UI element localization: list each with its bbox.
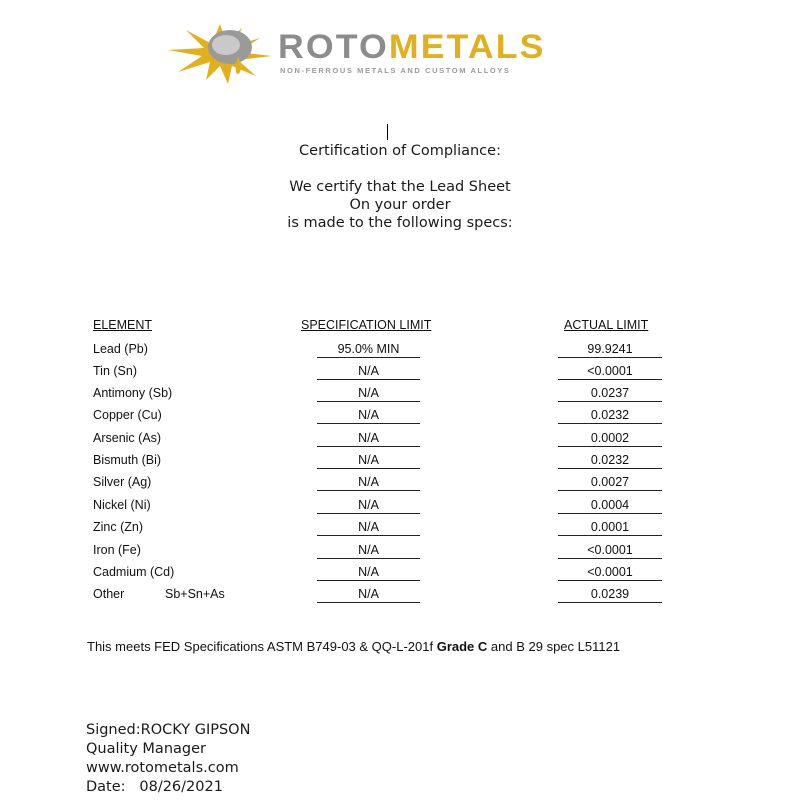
- element-name: Copper (Cu): [93, 408, 162, 422]
- table-row: [0, 364, 800, 386]
- fed-spec-text: This meets FED Specifications ASTM B749-03 & QQ-L-201f: [87, 639, 434, 654]
- element-subnote: Sb+Sn+As: [165, 587, 225, 601]
- certificate-date: Date: 08/26/2021: [86, 779, 223, 795]
- spec-limit: N/A: [317, 520, 420, 536]
- element-name: Antimony (Sb): [93, 386, 173, 400]
- table-row: [0, 342, 800, 364]
- spec-limit: N/A: [317, 386, 420, 402]
- element-name: Arsenic (As): [93, 431, 162, 445]
- actual-limit: 0.0002: [558, 431, 662, 447]
- actual-limit: 0.0004: [558, 498, 662, 514]
- table-row: [0, 453, 800, 475]
- header-actual-limit: ACTUAL LIMIT: [564, 318, 649, 332]
- element-name: Zinc (Zn): [93, 520, 143, 534]
- element-name: Silver (Ag): [93, 475, 152, 489]
- table-row: [0, 431, 800, 453]
- element-name: Bismuth (Bi): [93, 453, 162, 467]
- sunburst-gold-logo-icon: [168, 22, 278, 84]
- signer-title: Quality Manager: [86, 741, 206, 757]
- actual-limit: <0.0001: [558, 565, 662, 581]
- text-cursor: [387, 124, 388, 140]
- fed-spec-text-2: and B 29 spec L51121: [490, 639, 621, 654]
- spec-limit: N/A: [317, 408, 420, 424]
- spec-limit: N/A: [317, 543, 420, 559]
- element-name: Iron (Fe): [93, 543, 141, 557]
- spec-limit: N/A: [317, 364, 420, 380]
- spec-limit: N/A: [317, 587, 420, 603]
- table-row: [0, 587, 800, 609]
- actual-limit: <0.0001: [558, 543, 662, 559]
- fed-specification-statement: [87, 639, 620, 654]
- intro-line-1: We certify that the Lead Sheet: [289, 179, 511, 195]
- logo-wordmark: ROTOMETALS: [278, 28, 546, 66]
- actual-limit: 0.0232: [558, 453, 662, 469]
- actual-limit: 0.0237: [558, 386, 662, 402]
- table-row: [0, 386, 800, 408]
- element-name: Nickel (Ni): [93, 498, 151, 512]
- table-row: [0, 543, 800, 565]
- actual-limit: 0.0027: [558, 475, 662, 491]
- table-row: [0, 498, 800, 520]
- header-element: ELEMENT: [93, 318, 153, 332]
- spec-limit: N/A: [317, 498, 420, 514]
- element-name: Lead (Pb): [93, 342, 148, 356]
- spec-limit: N/A: [317, 431, 420, 447]
- actual-limit: 0.0239: [558, 587, 662, 603]
- intro-line-2: On your order: [349, 197, 451, 213]
- actual-limit: 99.9241: [558, 342, 662, 358]
- company-logo: [168, 22, 618, 84]
- intro-line-3: is made to the following specs:: [287, 215, 513, 231]
- table-row: [0, 520, 800, 542]
- actual-limit: 0.0001: [558, 520, 662, 536]
- element-name: Tin (Sn): [93, 364, 137, 378]
- spec-limit: N/A: [317, 453, 420, 469]
- spec-limit: N/A: [317, 475, 420, 491]
- signed-by: Signed:ROCKY GIPSON: [86, 722, 251, 738]
- table-row: [0, 408, 800, 430]
- element-name: Cadmium (Cd): [93, 565, 175, 579]
- spec-limit: N/A: [317, 565, 420, 581]
- fed-spec-grade: Grade C: [436, 639, 488, 654]
- logo-tagline: NON-FERROUS METALS AND CUSTOM ALLOYS: [280, 66, 511, 75]
- actual-limit: <0.0001: [558, 364, 662, 380]
- certificate-title: Certification of Compliance:: [299, 143, 501, 159]
- element-name: Other: [93, 587, 125, 601]
- spec-limit: 95.0% MIN: [317, 342, 420, 358]
- header-specification-limit: SPECIFICATION LIMIT: [301, 318, 432, 332]
- table-row: [0, 475, 800, 497]
- actual-limit: 0.0232: [558, 408, 662, 424]
- table-row: [0, 565, 800, 587]
- company-website: www.rotometals.com: [86, 760, 239, 776]
